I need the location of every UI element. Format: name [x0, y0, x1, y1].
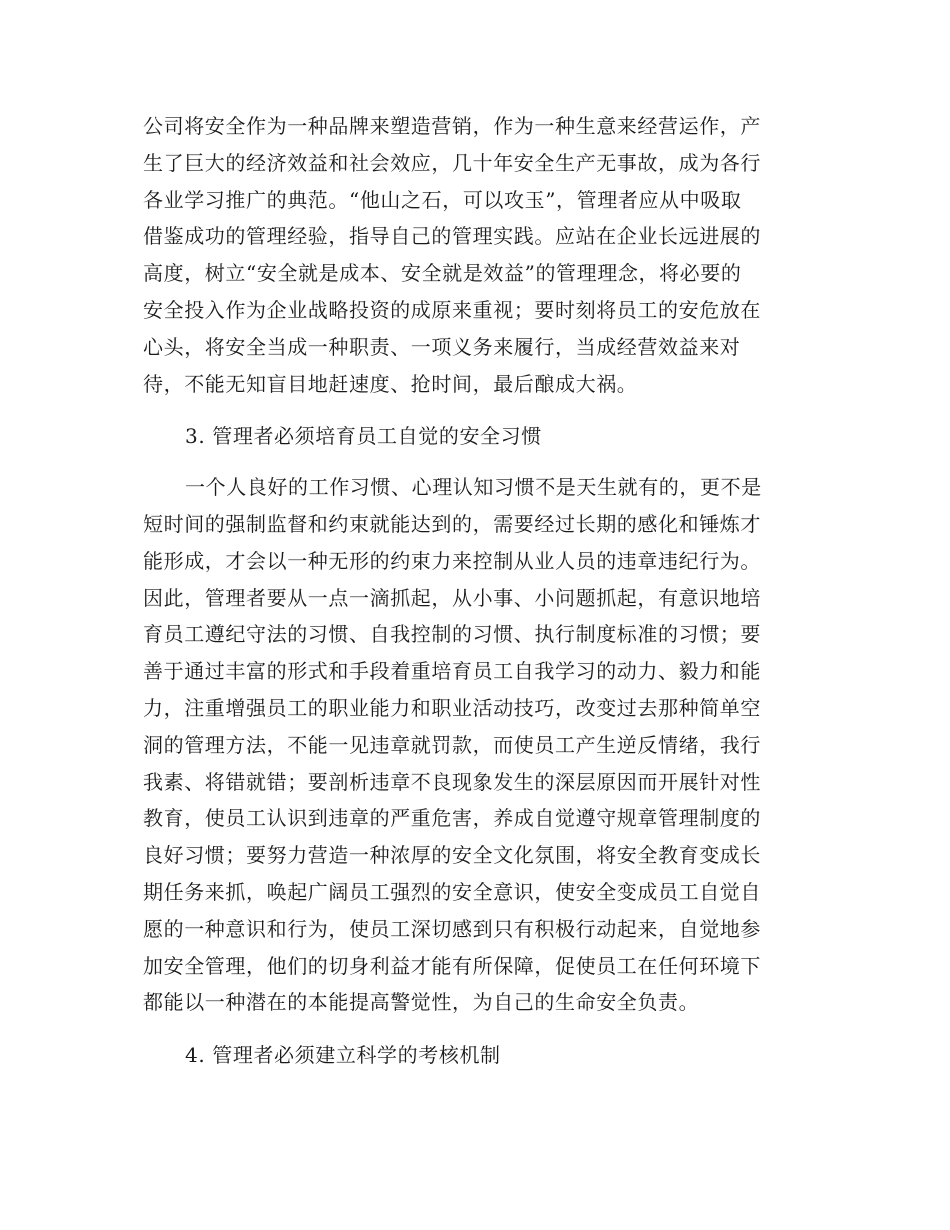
text-line: 高度，树立“安全就是成本、安全就是效益”的管理理念，将必要的: [143, 261, 742, 286]
text-line: 教育，使员工认识到违章的严重危害，养成自觉遵守规章管理制度的: [143, 806, 761, 831]
text-line: 生了巨大的经济效益和社会效应，几十年安全生产无事故，成为各行: [143, 150, 761, 175]
text-line: 都能以一种潜在的本能提高警觉性，为自己的生命安全负责。: [143, 990, 700, 1015]
paragraph-safety-habits: [143, 469, 798, 1021]
text-line: 公司将安全作为一种品牌来塑造营销，作为一种生意来经营运作，产: [143, 114, 761, 138]
text-line: 加安全管理，他们的切身利益才能有所保障，促使员工在任何环境下: [143, 953, 761, 978]
section-heading-4: 4. 管理者必须建立科学的考核机制: [185, 1043, 501, 1068]
text-line: 借鉴成功的管理经验，指导自己的管理实践。应站在企业长远进展的: [143, 224, 761, 249]
text-line: 善于通过丰富的形式和手段着重培育员工自我学习的动力、毅力和能: [143, 659, 761, 684]
spacer: [143, 455, 798, 469]
text-line: 一个人良好的工作习惯、心理认知习惯不是天生就有的，更不是: [185, 475, 762, 500]
text-line: 能形成，才会以一种无形的约束力来控制从业人员的违章违纪行为。: [143, 548, 761, 573]
text-line: 良好习惯；要努力营造一种浓厚的安全文化氛围，将安全教育变成长: [143, 843, 761, 868]
text-line: 各业学习推广的典范。“他山之石，可以攻玉”，管理者应从中吸取: [143, 187, 742, 212]
text-line: 洞的管理方法，不能一见违章就罚款，而使员工产生逆反情绪，我行: [143, 732, 761, 757]
spacer: [143, 1021, 798, 1037]
text-line: 愿的一种意识和行为，使员工深切感到只有积极行动起来，自觉地参: [143, 916, 761, 941]
spacer: [143, 402, 798, 418]
text-line: 短时间的强制监督和约束就能达到的，需要经过长期的感化和锤炼才: [143, 511, 761, 536]
text-line: 我素、将错就错；要剖析违章不良现象发生的深层原因而开展针对性: [143, 769, 761, 794]
text-line: 期任务来抓，唤起广阔员工强烈的安全意识，使安全变成员工自觉自: [143, 879, 761, 904]
text-line: 心头，将安全当成一种职责、一项义务来履行，当成经营效益来对: [143, 334, 741, 359]
document-page: [143, 108, 798, 1074]
text-line: 育员工遵纪守法的习惯、自我控制的习惯、执行制度标准的习惯；要: [143, 622, 761, 647]
text-line: 力，注重增强员工的职业能力和职业活动技巧，改变过去那种简单空: [143, 695, 761, 720]
text-line: 因此，管理者要从一点一滴抓起，从小事、小问题抓起，有意识地培: [143, 585, 761, 610]
paragraph-safety-branding: [143, 108, 798, 402]
text-line: 待，不能无知盲目地赶速度、抢时间，最后酿成大祸。: [143, 371, 638, 396]
text-line: 安全投入作为企业战略投资的成原来重视；要时刻将员工的安危放在: [143, 297, 761, 322]
section-heading-3: 3. 管理者必须培育员工自觉的安全习惯: [185, 424, 542, 449]
